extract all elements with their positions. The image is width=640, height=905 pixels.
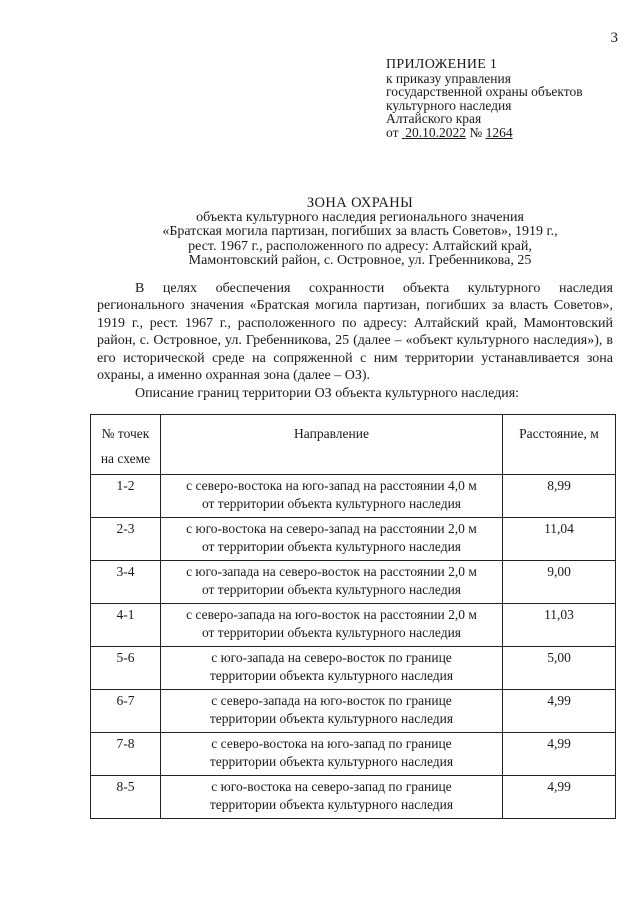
direction-line: с юго-востока на северо-запад на расстоянии 2,0 м <box>186 521 477 536</box>
direction-cell <box>161 647 503 690</box>
distance-cell: 5,00 <box>503 647 616 690</box>
order-date: 20.10.2022 <box>405 124 466 140</box>
direction-line: от территории объекта культурного наследия <box>201 582 462 597</box>
direction-line: с юго-востока на северо-запад по границе <box>211 779 452 794</box>
direction-line: с юго-запада на северо-восток на расстоянии 2,0 м <box>186 564 477 579</box>
appendix-line: Алтайского края <box>386 111 482 126</box>
title-main: ЗОНА ОХРАНЫ <box>306 195 414 211</box>
point-cell: 5-6 <box>91 647 161 690</box>
appendix-line: государственной охраны объектов <box>386 84 583 99</box>
point-cell: 7-8 <box>91 733 161 776</box>
title-line: Мамонтовский район, с. Островное, ул. Гребенникова, 25 <box>188 253 532 268</box>
appendix-line: к приказу управления <box>386 70 511 86</box>
body-paragraph: В целях обеспечения сохранности объекта культурного наследия регионального значения «Братская могила партизан, погибших за власть Советов», 1919 г., рест. 1967 г., расположенного по адресу: Алтайский край, Мамонтовский район, с. Островное, ул. Гребенникова, 25 (далее – «объект культурного наследия»), в его исторической среде на сопряженной с ним территории устанавливается зона охраны, а именно охранная зона (далее – ОЗ). <box>97 281 613 384</box>
distance-cell: 11,04 <box>503 518 616 561</box>
description-line: Описание границ территории ОЗ объекта культурного наследия: <box>135 386 520 401</box>
point-cell: 4-1 <box>91 604 161 647</box>
point-cell: 3-4 <box>91 561 161 604</box>
number-sign: № <box>469 124 483 140</box>
order-number: 1264 <box>485 124 513 140</box>
direction-line: с юго-запада на северо-восток по границе <box>211 650 452 665</box>
header-points: № точек на схеме <box>91 415 161 475</box>
direction-line: с северо-запада на юго-восток по границе <box>211 693 452 708</box>
title-line: объекта культурного наследия регионального значения <box>196 209 524 225</box>
direction-line: территории объекта культурного наследия <box>209 711 454 726</box>
direction-line: с северо-востока на юго-запад по границе <box>211 736 452 751</box>
order-date-line <box>386 126 583 140</box>
table-row <box>91 733 616 776</box>
direction-line: от территории объекта культурного наследия <box>201 539 462 554</box>
direction-line: с северо-востока на юго-запад на расстоянии 4,0 м <box>186 478 477 493</box>
header-direction: Направление <box>161 415 503 475</box>
distance-cell: 4,99 <box>503 776 616 819</box>
table-row <box>91 647 616 690</box>
table-row <box>91 604 616 647</box>
direction-line: с северо-запада на юго-восток на расстоянии 2,0 м <box>186 607 477 622</box>
title-line: рест. 1967 г., расположенного по адресу: Алтайский край, <box>188 238 532 254</box>
direction-line: территории объекта культурного наследия <box>209 754 454 769</box>
distance-cell: 4,99 <box>503 733 616 776</box>
distance-cell: 11,03 <box>503 604 616 647</box>
point-cell: 2-3 <box>91 518 161 561</box>
direction-cell <box>161 733 503 776</box>
direction-cell <box>161 561 503 604</box>
appendix-line: культурного наследия <box>386 97 512 113</box>
table-row <box>91 690 616 733</box>
body-text <box>97 280 613 384</box>
direction-cell <box>161 604 503 647</box>
boundary-table <box>90 414 616 819</box>
table-row <box>91 561 616 604</box>
distance-cell: 4,99 <box>503 690 616 733</box>
table-header-row <box>91 415 616 475</box>
point-cell: 8-5 <box>91 776 161 819</box>
distance-cell: 8,99 <box>503 475 616 518</box>
title-line: «Братская могила партизан, погибших за власть Советов», 1919 г., <box>162 224 558 239</box>
appendix-block <box>386 58 583 139</box>
document-title <box>80 196 640 269</box>
direction-line: от территории объекта культурного наследия <box>201 496 462 511</box>
date-prefix: от <box>386 124 399 140</box>
page-number: 3 <box>610 30 618 46</box>
distance-cell: 9,00 <box>503 561 616 604</box>
direction-line: территории объекта культурного наследия <box>209 668 454 683</box>
table-row <box>91 776 616 819</box>
point-cell: 1-2 <box>91 475 161 518</box>
direction-cell <box>161 475 503 518</box>
direction-line: от территории объекта культурного наследия <box>201 625 462 640</box>
direction-cell <box>161 776 503 819</box>
header-distance: Расстояние, м <box>503 415 616 475</box>
direction-cell <box>161 690 503 733</box>
point-cell: 6-7 <box>91 690 161 733</box>
direction-line: территории объекта культурного наследия <box>209 797 454 812</box>
table-row <box>91 475 616 518</box>
direction-cell <box>161 518 503 561</box>
table-row <box>91 518 616 561</box>
appendix-heading: ПРИЛОЖЕНИЕ 1 <box>386 57 498 72</box>
